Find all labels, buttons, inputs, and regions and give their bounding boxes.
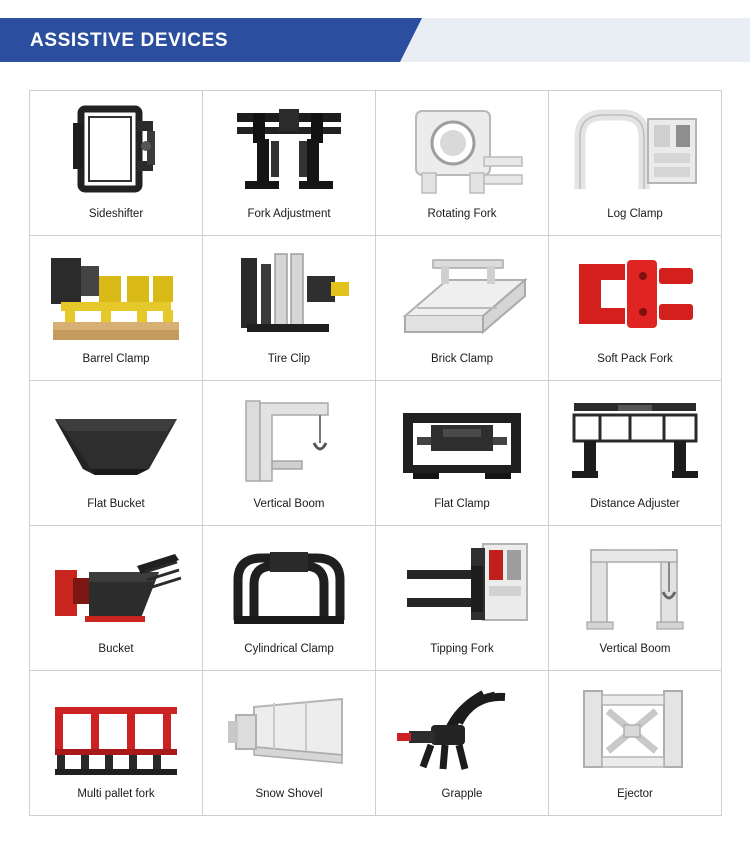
product-label: Brick Clamp: [431, 353, 493, 365]
product-cell: [203, 381, 376, 526]
product-cell: [30, 671, 203, 816]
product-cell[interactable]: [30, 91, 203, 236]
brick-clamp-icon: [380, 242, 544, 350]
product-label: Flat Bucket: [87, 498, 145, 510]
product-label: Cylindrical Clamp: [244, 643, 334, 655]
product-cell: [549, 91, 722, 236]
product-cell: [549, 526, 722, 671]
soft-pack-fork-icon: [553, 242, 717, 350]
bucket-icon: [34, 532, 198, 640]
ejector-icon: [553, 677, 717, 785]
product-cell: [549, 381, 722, 526]
product-cell[interactable]: [203, 91, 376, 236]
product-cell: [203, 526, 376, 671]
product-label: Rotating Fork: [427, 208, 497, 220]
page-header: [0, 0, 750, 78]
log-clamp-icon: [553, 97, 717, 205]
product-grid: [29, 90, 722, 816]
product-label: Vertical Boom: [253, 498, 325, 510]
fork-adjustment-icon: [207, 97, 371, 205]
product-cell: [376, 236, 549, 381]
product-cell: [376, 381, 549, 526]
barrel-clamp-icon: [34, 242, 198, 350]
product-label: Tire Clip: [267, 353, 311, 365]
flat-bucket-icon: [34, 387, 198, 495]
sideshifter-icon: [34, 97, 198, 205]
product-label: Bucket: [98, 643, 134, 655]
snow-shovel-icon: [207, 677, 371, 785]
page-title: ASSISTIVE DEVICES: [30, 30, 229, 51]
vertical-boom-2-icon: [553, 532, 717, 640]
product-label: Ejector: [617, 788, 653, 800]
product-label: Grapple: [441, 788, 483, 800]
tipping-fork-icon: [380, 532, 544, 640]
product-cell: [203, 236, 376, 381]
cylindrical-clamp-icon: [207, 532, 371, 640]
product-label: Distance Adjuster: [590, 498, 680, 510]
grapple-icon: [380, 677, 544, 785]
product-label: Vertical Boom: [599, 643, 671, 655]
product-label: Barrel Clamp: [82, 353, 150, 365]
product-label: Fork Adjustment: [247, 208, 331, 220]
product-cell: [30, 526, 203, 671]
product-cell: [376, 91, 549, 236]
product-label: Multi pallet fork: [77, 788, 155, 800]
product-label: Log Clamp: [607, 208, 663, 220]
product-cell: [203, 671, 376, 816]
product-label: Flat Clamp: [434, 498, 490, 510]
product-label: Tipping Fork: [430, 643, 494, 655]
product-cell: [30, 236, 203, 381]
vertical-boom-icon: [207, 387, 371, 495]
rotating-fork-icon: [380, 97, 544, 205]
product-label: Snow Shovel: [255, 788, 323, 800]
product-cell: [376, 671, 549, 816]
tire-clip-icon: [207, 242, 371, 350]
multi-pallet-fork-icon: [34, 677, 198, 785]
flat-clamp-icon: [380, 387, 544, 495]
product-label: Soft Pack Fork: [597, 353, 673, 365]
distance-adjuster-icon: [553, 387, 717, 495]
product-cell: [549, 236, 722, 381]
product-cell: [30, 381, 203, 526]
product-cell: [549, 671, 722, 816]
product-cell: [376, 526, 549, 671]
product-label: Sideshifter: [88, 208, 144, 220]
